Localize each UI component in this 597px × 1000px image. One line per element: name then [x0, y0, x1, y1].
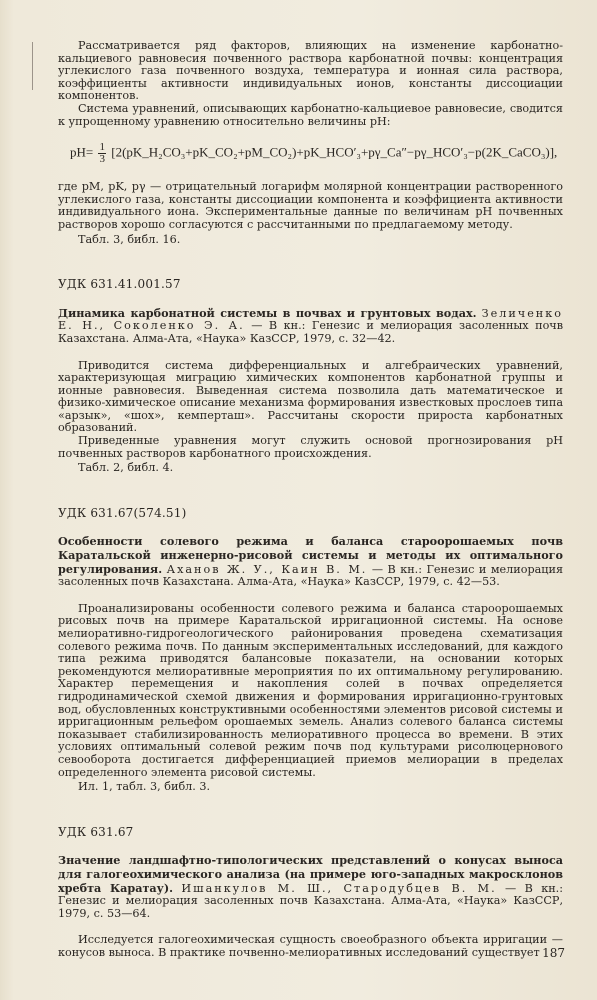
entry-source: — В кн.: Генезис и мелиорация засоленных почв Казахстана. Алма-Ата, «Наука» КазССР, 1979, с. 32—42. — [58, 319, 564, 345]
entry-authors: Зеличенко Е. Н., Соколенко Э. А. — [58, 306, 563, 333]
ph-formula — [70, 142, 563, 165]
entry-title: Динамика карбонатной системы в почвах и грунтовых водах. — [58, 305, 477, 320]
entry-source: — В кн.: Генезис и мелиорация засоленных почв Казахстана. Алма-Ата, «Наука» КазССР, 1979, с. 53—64. — [58, 881, 563, 920]
entry-authors: Ишанкулов М. Ш., Стародубцев В. М. — [181, 881, 497, 895]
abstract-entry — [58, 278, 563, 475]
entry-heading — [58, 854, 563, 920]
udk-code: УДК 631.41.001.57 — [58, 277, 181, 292]
page-number: 187 — [542, 946, 565, 960]
text-column — [58, 40, 563, 959]
entry-paragraph: Приведенные уравнения могут служить основой прогнозирования pH почвенных растворов карбонатного происхождения. — [58, 434, 563, 460]
entry-paragraph: Приводится система дифференциальных и алгебраических уравнений, характеризующая миграцию химических компонентов карбонатной группы и ионные равновесия. Выведенная система позволила дать математическое и физико-химическое описание механизма формирования известковых прослоев типа «арзык», «шох», кемперташ». Рассчитаны скорости прироста карбонатных образований. — [58, 358, 563, 435]
entry-refs: Ил. 1, табл. 3, библ. 3. — [78, 780, 211, 794]
formula-body: [2(pK_H₂CO₃+pK_CO₂+pM_CO₂)+pK_HCO′₃+pγ_Ca″−pγ_HCO′₃−p(2K_CaCO₃)], — [111, 144, 558, 160]
entry-heading — [58, 535, 563, 588]
formula-lhs: pH= — [70, 144, 94, 160]
entry-heading — [58, 307, 563, 346]
formula-fraction — [98, 142, 106, 165]
intro-paragraph-2: Система уравнений, описывающих карбонатно-кальциевое равновесие, сводится к упрощенному уравнению относительно величины pH: — [58, 101, 563, 128]
intro-refs: Табл. 3, библ. 16. — [78, 232, 181, 246]
entry-paragraph: Исследуется галогеохимическая сущность своеобразного объекта ирригации — конусов выноса. В практике почвенно-мелиоративных исследований существует — [58, 933, 563, 959]
formula-numerator: 1 — [99, 141, 105, 154]
margin-mark — [32, 42, 33, 90]
entry-source: — В кн.: Генезис и мелиорация засоленных почв Казахстана. Алма-Ата, «Наука» КазССР, 1979, с. 42—53. — [58, 562, 564, 589]
entry-title: Значение ландшафтно-типологических представлений о конусах выноса для галогеохимического анализа (на примере юго-западных макросклонов хребта Каратау). — [58, 853, 563, 895]
udk-code: УДК 631.67(574.51) — [58, 505, 187, 520]
entry-title: Особенности солевого режима и баланса староорошаемых почв Каратальской инженерно-рисовой системы и методы их оптимального регулирования. — [58, 534, 563, 576]
intro-paragraph-1: Рассматривается ряд факторов, влияющих на изменение карбонатно-кальциевого равновесия почвенного раствора карбонатной почвы: концентрация углекислого газа почвенного воздуха, температура и ионная сила раствора, коэффициенты активности индивидуальных ионов, константы диссоциации компонентов. — [58, 39, 563, 103]
entry-refs: Табл. 2, библ. 4. — [78, 461, 174, 475]
abstract-entry — [58, 826, 563, 960]
entry-paragraph: Проанализированы особенности солевого режима и баланса староорошаемых рисовых почв на примере Каратальской ирригационной системы. На основе мелиоративно-гидрогеологического районирования проведена схематизация солевого режима почв. По данным экспериментальных исследований, для каждого типа режима приводятся балансовые показатели, на основании которых рекомендуются мелиоративные мероприятия по их оптимальному регулированию. Характер перемещения и накопления солей в почвах определяется гидродинамической схемой движения и формирования ирригационно-грунтовых вод, обусловленных конструктивными особенностями элементов рисовой системы и ирригационным рельефом орошаемых земель. Анализ солевого баланса системы показывает стабилизированность мелиоративного процесса во времени. В этих условиях оптимальный солевой режим почв под культурами рисолюцернового севооборота достигается дифференциацией приемов мелиорации в пределах определенного элемента рисовой системы. — [58, 601, 563, 779]
formula-denominator: 3 — [99, 153, 105, 166]
entry-authors: Аханов Ж. У., Каин В. М. — [166, 562, 368, 576]
intro-paragraph-3: где pM, pK, pγ — отрицательный логарифм молярной концентрации растворенного углекислого газа, константы диссоциации компонента и коэффициента активности индивидуального иона. Экспериментальные данные по величинам pH почвенных растворов хорошо согласуются с рассчитанными по предлагаемому методу. — [58, 180, 563, 231]
udk-code: УДК 631.67 — [58, 824, 134, 839]
abstract-entry — [58, 507, 563, 794]
